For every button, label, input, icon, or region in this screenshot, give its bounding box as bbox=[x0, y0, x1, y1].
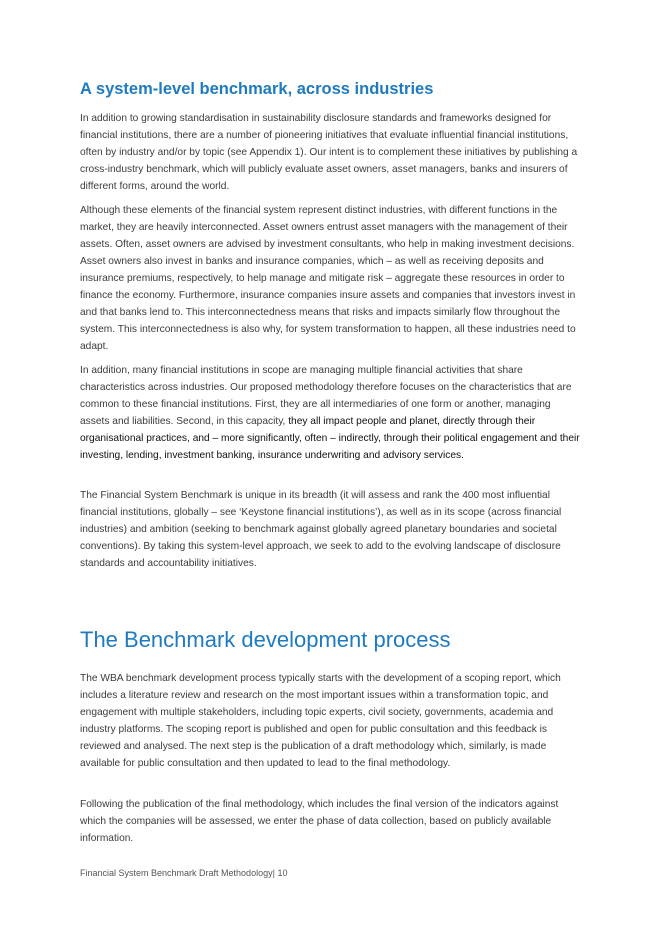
page-number: 10 bbox=[277, 868, 288, 878]
page-footer bbox=[80, 868, 287, 878]
paragraph-final-methodology: Following the publication of the final methodology, which includes the final version of the indicators against which the companies will be assessed, we enter the phase of data collection, based on publicly available information. bbox=[80, 799, 559, 844]
section-heading-system-level: A system-level benchmark, across industries bbox=[80, 80, 434, 98]
paragraph-interconnected: Although these elements of the financial system represent distinct industries, with different functions in the market, they are heavily interconnected. Asset owners entrust asset managers with the management of their assets. Often, asset owners are advised by investment consultants, who help in making investment decisions. Asset owners also invest in banks and insurance companies, which – as well as receiving deposits and insurance premiums, respectively, to help manage and mitigate risk – aggregate these resources in order to finance the economy. Furthermore, insurance companies insure assets and companies that investors invest in and that banks lend to. This interconnectedness means that risks and impacts similarly flow throughout the system. This interconnectedness is also why, for system transformation to happen, all these industries need to adapt. bbox=[80, 205, 576, 352]
emphasis-text: they all impact people and planet, directly through their organisational practices, and – more significantly, often – indirectly, through their political engagement and their investing, lending, investment banking, insurance underwriting and advisory services. bbox=[80, 416, 580, 461]
paragraph-text: In addition, many financial institutions in scope are managing multiple financial activities that share characteristics across industries. Our proposed methodology therefore focuses on the characteristics that are common to these financial institutions. First, they are all intermediaries of one form or another, managing assets and liabilities. Second, in this capacity, bbox=[80, 365, 572, 427]
paragraph-standardisation: In addition to growing standardisation in sustainability disclosure standards and frameworks designed for financial institutions, there are a number of pioneering initiatives that evaluate influential financial institutions, often by industry and/or by topic (see Appendix 1). Our intent is to complement these initiatives by publishing a cross-industry benchmark, which will publicly evaluate asset owners, asset managers, banks and insurers of different forms, around the world. bbox=[80, 113, 578, 192]
section-heading-development-process: The Benchmark development process bbox=[80, 627, 451, 652]
paragraph-wba-process: The WBA benchmark development process typically starts with the development of a scoping report, which includes a literature review and research on the most important issues within a transformation topic, and engagement with multiple stakeholders, including topic experts, civil society, governments, academia and industry platforms. The scoping report is published and open for public consultation and this feedback is reviewed and analysed. The next step is the publication of a draft methodology which, similarly, is made available for public consultation and then updated to lead to the final methodology. bbox=[80, 673, 561, 769]
paragraph-unique-breadth: The Financial System Benchmark is unique in its breadth (it will assess and rank the 400 most influential financial institutions, globally – see ‘Keystone financial institutions’), as well as in its scope (across financial industries) and ambition (seeking to benchmark against globally agreed planetary boundaries and societal conventions). By taking this system-level approach, we seek to add to the evolving landscape of disclosure standards and accountability initiatives. bbox=[80, 490, 562, 569]
paragraph-multiple-activities bbox=[80, 362, 580, 464]
footer-title: Financial System Benchmark Draft Methodology bbox=[80, 868, 273, 878]
footer-separator: | bbox=[272, 868, 275, 878]
